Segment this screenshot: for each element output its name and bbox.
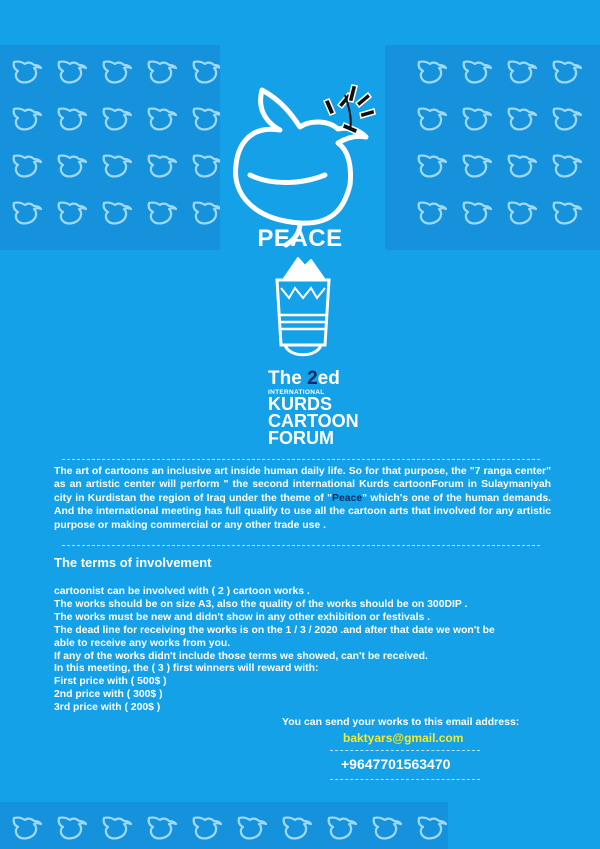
terms-line: cartoonist can be involved with ( 2 ) cartoon works . bbox=[54, 586, 310, 597]
title-cartoon: CARTOON bbox=[268, 411, 359, 432]
terms-line: If any of the works didn't include those terms we showed, can't be received. bbox=[54, 650, 428, 662]
terms-heading: The terms of involvement bbox=[54, 555, 212, 570]
intro-text-end: " which's one of the human demands. And the international meeting has full qualify to use all the cartoon arts that involved for any artistic purpose or making commercial or any other trade use . bbox=[54, 492, 552, 531]
email-instruction: You can send your works to this email address: bbox=[282, 716, 520, 728]
terms-line: First price with ( 500$ ) bbox=[54, 676, 167, 688]
terms-list bbox=[54, 586, 554, 715]
intro-text: The art of cartoons an inclusive art inside human daily life. So for that purpose, the "7 ranga center" as an artistic center will perform " the second international Kurds cartoonForum in Sulaymaniyah city in Kurdistan the region of Iraq under the theme of " bbox=[54, 466, 551, 504]
divider bbox=[62, 459, 540, 460]
terms-line: 2nd price with ( 300$ ) bbox=[54, 689, 163, 701]
title-prefix: The bbox=[268, 368, 308, 389]
terms-line: The works must be new and didn't show in any other exhibition or festivals . bbox=[54, 611, 431, 623]
title-suffix: ed bbox=[317, 368, 340, 389]
intro-highlight: Peace bbox=[332, 492, 363, 504]
divider bbox=[330, 750, 480, 751]
terms-line: The works should be on size A3, also the quality of the works should be on 300DIP . bbox=[54, 598, 468, 610]
title-kurds: KURDS bbox=[268, 394, 333, 415]
terms-line: able to receive any works from you. bbox=[54, 637, 231, 649]
divider bbox=[330, 779, 480, 780]
email-link[interactable]: baktyars@gmail.com bbox=[343, 731, 464, 745]
terms-line: In this meeting, the ( 3 ) first winners will reward with: bbox=[54, 663, 319, 675]
bird-outline-icon bbox=[278, 808, 314, 844]
peace-heading: PEACE bbox=[257, 225, 343, 252]
bird-outline-icon bbox=[98, 808, 134, 844]
bird-outline-icon bbox=[233, 808, 269, 844]
terms-line: The dead line for receiving the works is on the 1 / 3 / 2020 .and after that date we won't be bbox=[54, 624, 495, 636]
title-international: INTERNATIONAL bbox=[268, 389, 325, 397]
intro-paragraph bbox=[54, 465, 551, 532]
forum-title bbox=[268, 370, 378, 448]
bird-outline-icon bbox=[188, 808, 224, 844]
bird-outline-icon bbox=[368, 808, 404, 844]
divider bbox=[62, 545, 540, 546]
title-number: 2 bbox=[307, 368, 318, 389]
bird-pattern-row bbox=[8, 808, 449, 844]
bird-outline-icon bbox=[53, 808, 89, 844]
bird-outline-icon bbox=[413, 808, 449, 844]
bird-outline-icon bbox=[143, 808, 179, 844]
bird-outline-icon bbox=[323, 808, 359, 844]
pencil-mountain-logo-icon bbox=[263, 250, 343, 365]
phone-number: +9647701563470 bbox=[341, 756, 451, 772]
dove-with-pencil-branch-icon bbox=[0, 35, 600, 255]
bird-outline-icon bbox=[8, 808, 44, 844]
title-forum: FORUM bbox=[268, 428, 334, 449]
terms-line: 3rd price with ( 200$ ) bbox=[54, 702, 161, 714]
